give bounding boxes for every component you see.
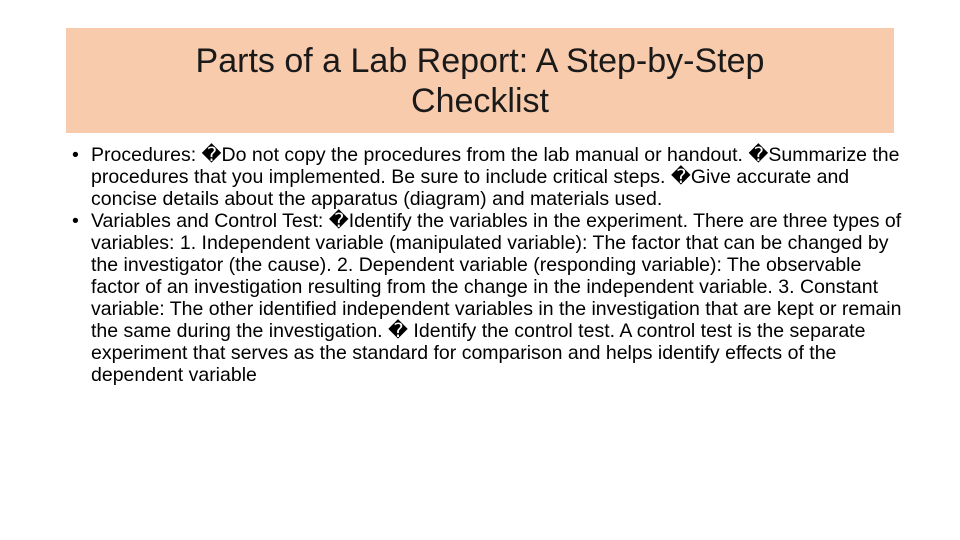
title-band [66,28,894,133]
bullet-dot: • [72,210,79,232]
bullet-text-procedures: Procedures: �Do not copy the procedures from the lab manual or handout. �Summarize the procedures that you implemented. Be sure to include critical steps. �Give accurate and concise details about the apparatus (diagram) and materials used. [91,144,900,210]
bullet-list [72,144,902,386]
bullet-text-variables: Variables and Control Test: �Identify the variables in the experiment. There are three types of variables: 1. Independent variable (manipulated variable): The factor that can be changed by the investigator (the cause). 2. Dependent variable (responding variable): The observable factor of an investigation resulting from the change in the independent variable. 3. Constant variable: The other identified independent variables in the investigation that are kept or remain the same during the investigation. � Identify the control test. A control test is the separate experiment that serves as the standard for comparison and helps identify effects of the dependent variable [91,210,902,386]
slide-title: Parts of a Lab Report: A Step-by-Step Checklist [195,41,765,120]
bullet-item-variables [72,210,902,386]
bullet-item-procedures [72,144,902,210]
bullet-dot: • [72,144,79,166]
